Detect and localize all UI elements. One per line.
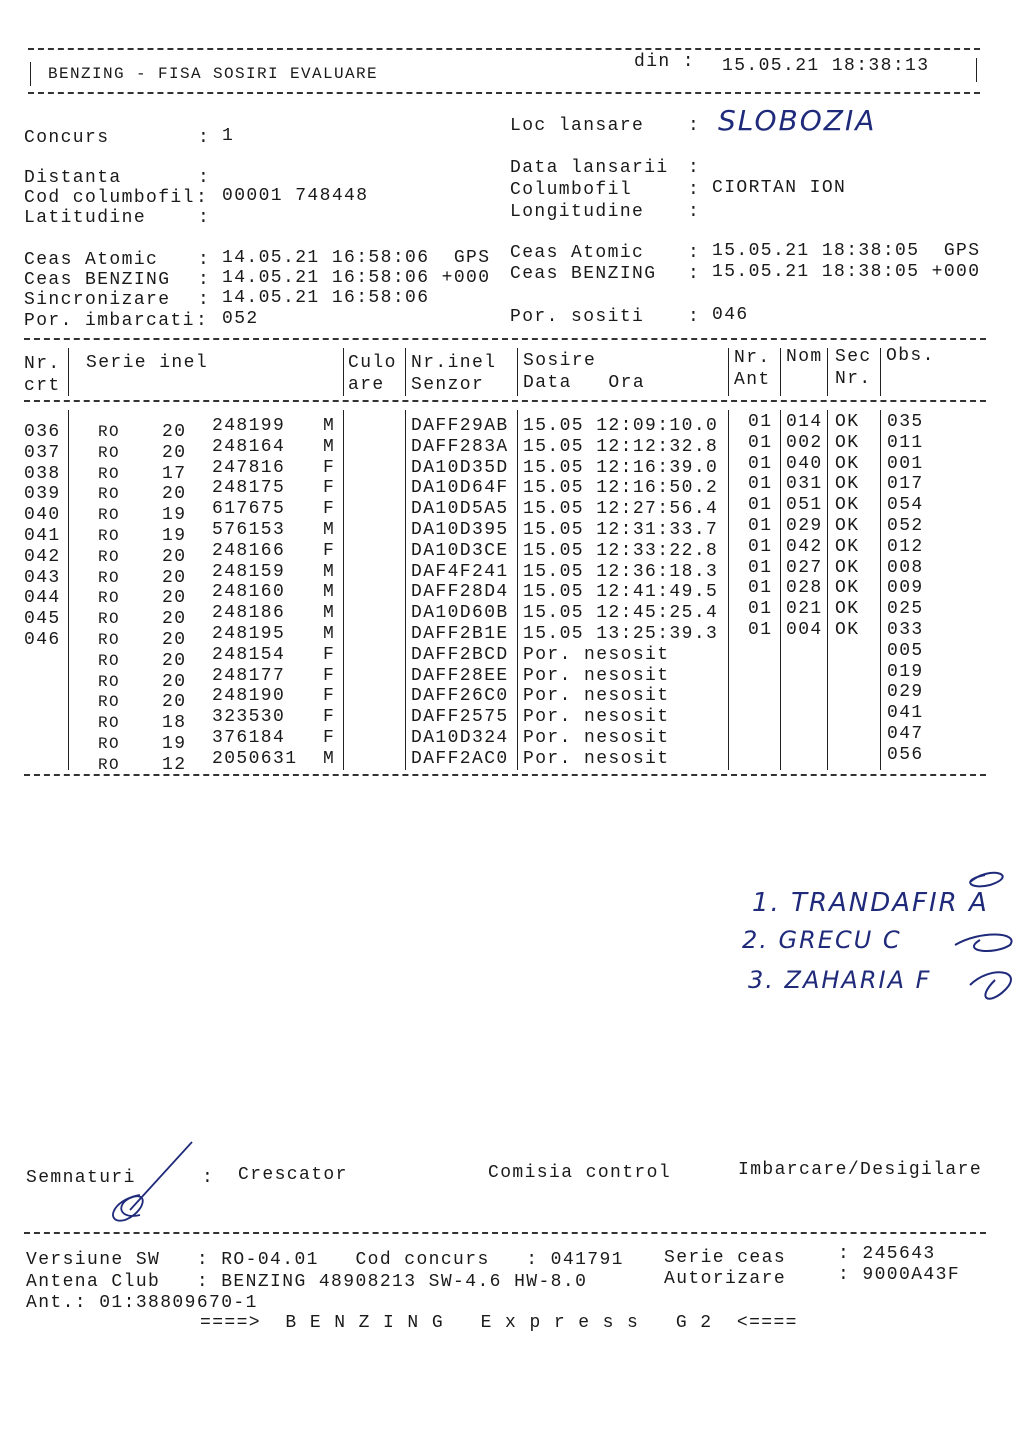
cell-sensor: DAFF28D4 (411, 582, 509, 603)
header-border-left (30, 62, 31, 86)
cell-arrival: 15.05 12:41:49.5 (523, 582, 719, 603)
table-column-divider (517, 348, 518, 396)
cell-arrival: 15.05 12:33:22.8 (523, 540, 719, 561)
header-nr-crt-1: Nr. (24, 354, 61, 374)
footer-line-3: Ant.: 01:38809670-1 (26, 1293, 258, 1313)
cell-year: 19 (162, 505, 187, 526)
info-right-label: Por. sositi (510, 307, 645, 327)
cell-sensor: DAFF2B1E (411, 624, 509, 644)
cell-nr-ant: 01 (748, 536, 773, 557)
info-left-sep: : (198, 128, 211, 148)
cell-obs: 052 (887, 516, 924, 536)
cell-year: 20 (162, 422, 187, 442)
cell-nr-crt: 043 (24, 567, 61, 588)
semnaturi-sep: : (202, 1168, 215, 1188)
serie-ceas-value: : 245643 (838, 1244, 936, 1264)
cell-sensor: DA10D64F (411, 478, 509, 499)
cell-nr-ant: 01 (748, 578, 773, 599)
cell-year: 20 (162, 692, 187, 713)
cell-obs: 012 (887, 536, 924, 557)
cell-ring-number: 248195 (212, 624, 286, 644)
header-nom: Nom (786, 347, 823, 367)
cell-ring-number: 248159 (212, 561, 286, 582)
cell-country: RO (98, 693, 121, 712)
cell-sensor: DA10D324 (411, 728, 509, 748)
cell-sensor: DAFF28EE (411, 665, 509, 686)
info-left-value: 14.05.21 16:58:06 (222, 288, 430, 308)
info-left-label: Sincronizare (24, 290, 171, 310)
cell-year: 20 (162, 442, 187, 463)
cell-obs: 011 (887, 432, 924, 453)
cell-country: RO (98, 527, 121, 545)
cell-sex: M (323, 561, 336, 582)
cell-nom: 014 (786, 412, 823, 432)
cell-nr-crt: 040 (24, 505, 61, 526)
cell-sex: F (323, 644, 336, 665)
document-title: BENZING - FISA SOSIRI EVALUARE (48, 65, 379, 83)
cell-country: RO (98, 631, 121, 649)
table-column-divider (68, 410, 69, 770)
cell-sec-nr: OK (835, 578, 860, 599)
header-culoare-1: Culo (348, 353, 397, 373)
cell-ring-number: 248177 (212, 665, 286, 686)
cell-country: RO (98, 547, 121, 566)
cell-country: RO (98, 485, 121, 504)
info-left-value: 14.05.21 16:58:06 GPS (222, 248, 491, 268)
cell-sec-nr: OK (835, 495, 860, 516)
header-obs: Obs. (886, 346, 935, 366)
cell-sex: F (323, 540, 336, 561)
cell-ring-number: 248164 (212, 436, 286, 457)
cell-ring-number: 2050631 (212, 748, 298, 769)
info-left-value: 00001 748448 (222, 186, 369, 206)
cell-nr-crt: 041 (24, 526, 61, 546)
table-column-divider (827, 348, 828, 396)
cell-arrival: Por. nesosit (523, 686, 670, 707)
cell-ring-number: 248199 (212, 416, 286, 436)
info-right-label: Longitudine (510, 202, 645, 222)
cell-year: 20 (162, 567, 187, 588)
cell-obs: 019 (887, 661, 924, 682)
cell-ring-number: 248175 (212, 478, 286, 499)
header-nr-ant-2: Ant (734, 370, 771, 390)
cell-sex: F (323, 457, 336, 478)
header-sec-1: Sec (835, 347, 872, 367)
cell-country: RO (98, 714, 121, 733)
cell-sensor: DA10D60B (411, 603, 509, 624)
cell-country: RO (98, 672, 121, 691)
cell-obs: 009 (887, 578, 924, 599)
cell-obs: 029 (887, 682, 924, 703)
cell-arrival: 15.05 12:16:39.0 (523, 457, 719, 478)
initials-scribbles (950, 860, 1020, 1010)
header-nr-inel-2: Senzor (411, 375, 485, 395)
cell-arrival: 15.05 12:31:33.7 (523, 520, 719, 540)
info-right-label: Ceas Atomic (510, 243, 645, 263)
info-left-sep: : (196, 188, 209, 208)
cell-sex: M (323, 603, 336, 624)
cell-ring-number: 248160 (212, 582, 286, 603)
handwritten-note-1: 1. TRANDAFIR A (752, 888, 989, 918)
cell-nr-crt: 046 (24, 630, 61, 650)
cell-sensor: DA10D3CE (411, 540, 509, 561)
cell-nom: 042 (786, 536, 823, 557)
info-right-label: Data lansarii (510, 158, 669, 178)
header-sosire-2: Data Ora (523, 373, 646, 393)
cell-country: RO (98, 423, 121, 441)
info-left-sep: : (196, 311, 209, 331)
cell-sex: M (323, 582, 336, 603)
cell-arrival: 15.05 12:09:10.0 (523, 416, 719, 436)
info-left-value: 14.05.21 16:58:06 +000 (222, 268, 491, 288)
cell-ring-number: 247816 (212, 457, 286, 478)
info-right-label: Columbofil (510, 180, 633, 200)
cell-ring-number: 323530 (212, 707, 286, 728)
cell-year: 18 (162, 713, 187, 734)
cell-ring-number: 376184 (212, 728, 286, 748)
cell-nom: 051 (786, 495, 823, 516)
info-left-sep: : (198, 208, 211, 228)
cell-nr-ant: 01 (748, 599, 773, 620)
cell-obs: 025 (887, 599, 924, 620)
info-left-value: 1 (222, 126, 235, 146)
table-top-border (24, 338, 986, 340)
table-column-divider (880, 410, 881, 770)
header-nr-ant-1: Nr. (734, 348, 771, 368)
cell-obs: 054 (887, 495, 924, 516)
cell-obs: 008 (887, 557, 924, 578)
info-left-value: 052 (222, 309, 259, 329)
table-column-divider (780, 348, 781, 396)
cell-sensor: DA10D5A5 (411, 499, 509, 520)
info-right-label: Loc lansare (510, 116, 645, 136)
cell-sensor: DAFF2575 (411, 707, 509, 728)
footer-border (24, 1232, 986, 1234)
cell-obs: 033 (887, 620, 924, 640)
table-column-divider (405, 410, 406, 770)
cell-sensor: DAFF2AC0 (411, 748, 509, 769)
handwritten-loc-lansare: SLOBOZIA (718, 104, 877, 137)
info-right-sep: : (688, 202, 701, 222)
cell-arrival: Por. nesosit (523, 728, 670, 748)
cell-nr-ant: 01 (748, 620, 773, 640)
info-left-label: Por. imbarcati (24, 311, 195, 331)
print-datetime: 15.05.21 18:38:13 (722, 56, 930, 76)
cell-sensor: DA10D395 (411, 520, 509, 540)
cell-sex: F (323, 665, 336, 686)
table-column-divider (728, 410, 729, 770)
info-right-sep: : (688, 158, 701, 178)
cell-nr-crt: 038 (24, 463, 61, 484)
cell-arrival: Por. nesosit (523, 644, 670, 665)
cell-country: RO (98, 651, 121, 670)
cell-nom: 029 (786, 516, 823, 536)
cell-obs: 035 (887, 412, 924, 432)
table-column-divider (68, 348, 69, 396)
cell-nr-crt: 045 (24, 609, 61, 630)
header-culoare-2: are (348, 375, 385, 395)
cell-nr-crt: 037 (24, 442, 61, 463)
cell-nom: 004 (786, 620, 823, 640)
info-left-label: Concurs (24, 128, 110, 148)
header-serie-inel: Serie inel (86, 353, 209, 373)
cell-sensor: DA10D35D (411, 457, 509, 478)
info-left-label: Cod columbofil (24, 188, 195, 208)
cell-nr-ant: 01 (748, 432, 773, 453)
cell-arrival: 15.05 12:12:32.8 (523, 436, 719, 457)
cell-arrival: 15.05 12:36:18.3 (523, 561, 719, 582)
cell-year: 20 (162, 671, 187, 692)
info-right-value: CIORTAN ION (712, 178, 847, 198)
signature (100, 1140, 200, 1230)
cell-sex: M (323, 748, 336, 769)
table-column-divider (728, 348, 729, 396)
cell-country: RO (98, 589, 121, 608)
footer-line-1: Versiune SW : RO-04.01 Cod concurs : 041791 (26, 1250, 624, 1270)
autorizare-label: Autorizare (664, 1269, 787, 1289)
cell-ring-number: 576153 (212, 520, 286, 540)
cell-sex: F (323, 499, 336, 520)
info-right-value: 15.05.21 18:38:05 GPS (712, 241, 981, 261)
cell-nr-ant: 01 (748, 557, 773, 578)
cell-nom: 028 (786, 578, 823, 599)
cell-country: RO (98, 735, 121, 753)
info-right-sep: : (688, 264, 701, 284)
info-right-sep: : (688, 180, 701, 200)
cell-nr-ant: 01 (748, 495, 773, 516)
info-right-sep: : (688, 243, 701, 263)
info-left-label: Latitudine (24, 208, 147, 228)
table-column-divider (880, 348, 881, 396)
cell-sex: F (323, 686, 336, 707)
semnaturi-label: Semnaturi (26, 1168, 136, 1188)
header-border-top (28, 48, 980, 50)
cell-obs: 017 (887, 474, 924, 495)
table-column-divider (517, 410, 518, 770)
header-border-right (976, 58, 977, 82)
serie-ceas-label: Serie ceas (664, 1248, 787, 1268)
cell-obs: 047 (887, 724, 924, 744)
cell-sec-nr: OK (835, 432, 860, 453)
cell-sensor: DAFF29AB (411, 416, 509, 436)
handwritten-note-3: 3. ZAHARIA F (748, 966, 932, 994)
info-right-label: Ceas BENZING (510, 264, 657, 284)
cell-obs: 005 (887, 640, 924, 661)
cell-sensor: DAFF2BCD (411, 644, 509, 665)
handwritten-note-2: 2. GRECU C (742, 926, 902, 954)
info-left-sep: : (198, 270, 211, 290)
cell-nr-ant: 01 (748, 453, 773, 474)
cell-obs: 056 (887, 744, 924, 765)
cell-country: RO (98, 443, 121, 462)
info-left-label: Ceas Atomic (24, 250, 159, 270)
cell-country: RO (98, 755, 121, 774)
cell-nom: 002 (786, 432, 823, 453)
info-left-sep: : (198, 168, 211, 188)
cell-year: 19 (162, 734, 187, 754)
comisia-control-label: Comisia control (488, 1163, 672, 1183)
table-header-border (24, 400, 986, 402)
cell-sex: F (323, 728, 336, 748)
cell-nom: 027 (786, 557, 823, 578)
header-nr-inel-1: Nr.inel (411, 353, 497, 373)
cell-arrival: 15.05 12:27:56.4 (523, 499, 719, 520)
cell-arrival: 15.05 12:45:25.4 (523, 603, 719, 624)
header-border-bottom (28, 92, 980, 94)
cell-country: RO (98, 610, 121, 629)
cell-sec-nr: OK (835, 536, 860, 557)
autorizare-value: : 9000A43F (838, 1265, 961, 1285)
cell-country: RO (98, 464, 121, 483)
header-nr-crt-2: crt (24, 376, 61, 396)
cell-nr-crt: 042 (24, 546, 61, 567)
cell-country: RO (98, 506, 121, 525)
table-column-divider (343, 410, 344, 770)
cell-arrival: 15.05 13:25:39.3 (523, 624, 719, 644)
crescator-label: Crescator (238, 1165, 348, 1185)
cell-year: 20 (162, 484, 187, 505)
info-left-label: Distanta (24, 168, 122, 188)
cell-nr-ant: 01 (748, 516, 773, 536)
cell-nr-crt: 044 (24, 588, 61, 609)
cell-ring-number: 248166 (212, 540, 286, 561)
cell-ring-number: 617675 (212, 499, 286, 520)
cell-sec-nr: OK (835, 557, 860, 578)
cell-year: 20 (162, 630, 187, 650)
cell-year: 17 (162, 463, 187, 484)
cell-nom: 031 (786, 474, 823, 495)
footer-line-2: Antena Club : BENZING 48908213 SW-4.6 HW-8.0 (26, 1272, 588, 1292)
cell-nr-ant: 01 (748, 474, 773, 495)
cell-obs: 001 (887, 453, 924, 474)
cell-nom: 040 (786, 453, 823, 474)
cell-sex: M (323, 624, 336, 644)
cell-sensor: DAFF283A (411, 436, 509, 457)
cell-sec-nr: OK (835, 474, 860, 495)
table-column-divider (343, 348, 344, 396)
cell-nom: 021 (786, 599, 823, 620)
cell-year: 20 (162, 650, 187, 671)
info-right-value: 046 (712, 305, 749, 325)
cell-nr-crt: 036 (24, 422, 61, 442)
info-right-sep: : (688, 307, 701, 327)
cell-year: 19 (162, 526, 187, 546)
footer-banner: ====> B E N Z I N G E x p r e s s G 2 <==== (200, 1313, 798, 1333)
imbarcare-label: Imbarcare/Desigilare (738, 1160, 983, 1180)
cell-sex: M (323, 436, 336, 457)
info-left-sep: : (198, 290, 211, 310)
header-sec-2: Nr. (835, 369, 872, 389)
cell-ring-number: 248186 (212, 603, 286, 624)
cell-sex: M (323, 520, 336, 540)
cell-arrival: Por. nesosit (523, 748, 670, 769)
cell-sensor: DAFF26C0 (411, 686, 509, 707)
cell-sensor: DAF4F241 (411, 561, 509, 582)
info-right-sep: : (688, 116, 701, 136)
cell-sec-nr: OK (835, 599, 860, 620)
cell-year: 20 (162, 546, 187, 567)
cell-year: 12 (162, 754, 187, 775)
cell-obs: 041 (887, 703, 924, 724)
cell-year: 20 (162, 609, 187, 630)
table-column-divider (827, 410, 828, 770)
info-right-value: 15.05.21 18:38:05 +000 (712, 262, 981, 282)
header-sosire-1: Sosire (523, 351, 597, 371)
cell-year: 20 (162, 588, 187, 609)
cell-nr-crt: 039 (24, 484, 61, 505)
cell-arrival: 15.05 12:16:50.2 (523, 478, 719, 499)
cell-sec-nr: OK (835, 620, 860, 640)
cell-sex: M (323, 416, 336, 436)
info-left-sep: : (198, 250, 211, 270)
din-label: din : (634, 52, 696, 72)
cell-sec-nr: OK (835, 412, 860, 432)
table-column-divider (405, 348, 406, 396)
cell-sec-nr: OK (835, 516, 860, 536)
cell-sec-nr: OK (835, 453, 860, 474)
cell-arrival: Por. nesosit (523, 707, 670, 728)
cell-nr-ant: 01 (748, 412, 773, 432)
cell-arrival: Por. nesosit (523, 665, 670, 686)
info-left-label: Ceas BENZING (24, 270, 171, 290)
cell-country: RO (98, 568, 121, 587)
cell-ring-number: 248190 (212, 686, 286, 707)
table-column-divider (780, 410, 781, 770)
cell-sex: F (323, 707, 336, 728)
cell-ring-number: 248154 (212, 644, 286, 665)
cell-sex: F (323, 478, 336, 499)
